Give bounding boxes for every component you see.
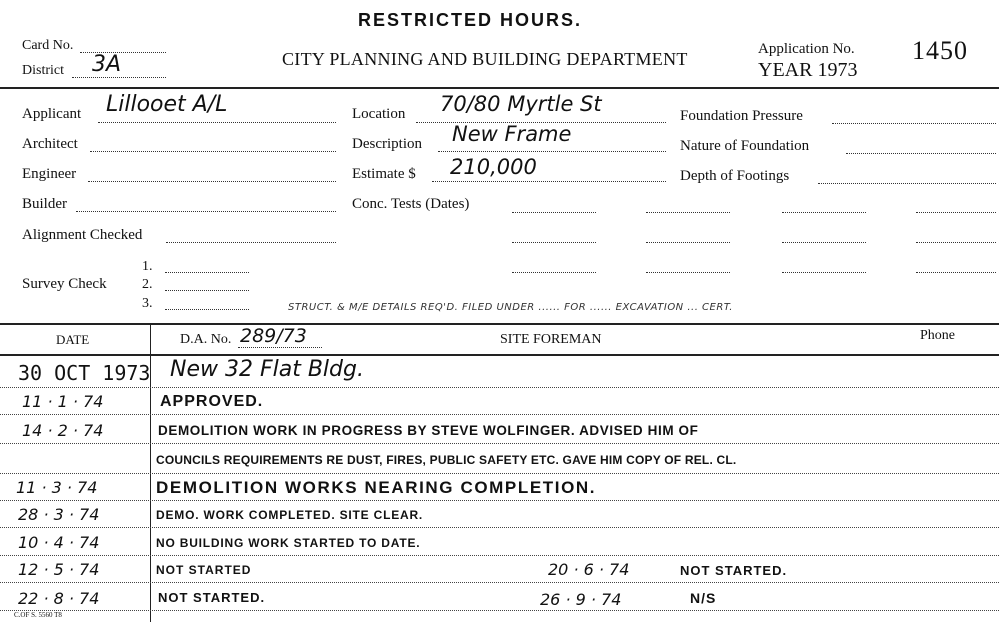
alignment-checked-label: Alignment Checked <box>22 227 143 243</box>
log-entry: APPROVED. <box>160 393 264 410</box>
log-entry: NOT STARTED. <box>158 590 266 605</box>
log-entry: COUNCILS REQUIREMENTS RE DUST, FIRES, PUBLIC SAFETY ETC. GAVE HIM COPY OF REL. CL. <box>156 453 737 467</box>
log-date: 22 · 8 · 74 <box>18 589 100 608</box>
log-rule <box>0 473 999 474</box>
applicant-label: Applicant <box>22 106 82 122</box>
date-header: DATE <box>56 332 90 347</box>
applicant-field <box>98 122 336 123</box>
application-no-label: Application No. <box>758 41 855 57</box>
engineer-field <box>88 181 336 182</box>
estimate-field <box>432 181 666 182</box>
da-no-field <box>238 347 322 348</box>
estimate-label: Estimate $ <box>352 166 416 182</box>
log-date: 10 · 4 · 74 <box>18 533 100 552</box>
conc-date-3c <box>782 272 866 273</box>
conc-date-2c <box>782 242 866 243</box>
log-rule <box>0 500 999 501</box>
log-entry: NO BUILDING WORK STARTED TO DATE. <box>156 536 421 550</box>
builder-label: Builder <box>22 196 67 212</box>
log-rule <box>0 555 999 556</box>
description-field <box>438 151 666 152</box>
log-header-divider <box>0 354 999 356</box>
architect-field <box>90 151 336 152</box>
conc-date-2a <box>512 242 596 243</box>
conc-date-1c <box>782 212 866 213</box>
survey-field-1 <box>165 272 249 273</box>
nature-foundation-label: Nature of Foundation <box>680 138 810 154</box>
log-date-secondary: 26 · 9 · 74 <box>540 590 622 609</box>
foundation-pressure-label: Foundation Pressure <box>680 108 803 124</box>
depth-footings-label: Depth of Footings <box>680 168 790 184</box>
log-date: 14 · 2 · 74 <box>22 421 104 440</box>
log-entry: New 32 Flat Bldg. <box>170 357 364 382</box>
log-entry: DEMOLITION WORKS NEARING COMPLETION. <box>156 478 597 497</box>
conc-date-2b <box>646 242 730 243</box>
phone-header: Phone <box>920 328 955 343</box>
survey-field-2 <box>165 290 249 291</box>
conc-date-3a <box>512 272 596 273</box>
description-value: New Frame <box>452 122 572 146</box>
application-number: 1450 <box>912 36 968 65</box>
log-date: 11 · 1 · 74 <box>22 392 104 411</box>
estimate-value: 210,000 <box>450 155 537 179</box>
log-rule <box>0 582 999 583</box>
nature-foundation-field <box>846 153 996 154</box>
conc-date-3d <box>916 272 996 273</box>
log-rule <box>0 414 999 415</box>
location-label: Location <box>352 106 406 122</box>
log-date: 30 OCT 1973 <box>18 361 151 385</box>
log-date: 28 · 3 · 74 <box>18 505 100 524</box>
conc-date-1b <box>646 212 730 213</box>
depth-footings-field <box>818 183 996 184</box>
survey-item-1: 1. <box>142 259 153 274</box>
log-date: 12 · 5 · 74 <box>18 560 100 579</box>
da-no-label: D.A. No. <box>180 332 232 347</box>
log-entry-secondary: NOT STARTED. <box>680 563 788 578</box>
log-rule <box>0 443 999 444</box>
district-value: 3A <box>92 52 122 77</box>
survey-check-label: Survey Check <box>22 276 107 292</box>
department-title: CITY PLANNING AND BUILDING DEPARTMENT <box>282 49 688 69</box>
architect-label: Architect <box>22 136 78 152</box>
conc-tests-label: Conc. Tests (Dates) <box>352 196 470 212</box>
site-foreman-header: SITE FOREMAN <box>500 332 602 347</box>
survey-item-3: 3. <box>142 296 153 311</box>
engineer-label: Engineer <box>22 166 77 182</box>
year-label: YEAR 1973 <box>758 59 858 81</box>
builder-field <box>76 211 336 212</box>
district-field <box>72 77 166 78</box>
log-rule <box>0 527 999 528</box>
alignment-field <box>166 242 336 243</box>
conc-date-1a <box>512 212 596 213</box>
log-rule <box>0 387 999 388</box>
conc-date-2d <box>916 242 996 243</box>
log-date-secondary: 20 · 6 · 74 <box>548 560 630 579</box>
struct-note: STRUCT. & M/E DETAILS REQ'D. FILED UNDER ...... FOR ...... EXCAVATION ... CERT. <box>288 302 733 313</box>
foundation-pressure-field <box>832 123 996 124</box>
da-no-value: 289/73 <box>240 325 307 347</box>
log-entry: NOT STARTED <box>156 563 252 577</box>
district-label: District <box>22 63 64 78</box>
log-date: 11 · 3 · 74 <box>16 478 98 497</box>
survey-item-2: 2. <box>142 277 153 292</box>
form-code: C.OF S. 5560 T8 <box>14 611 62 619</box>
card-no-label: Card No. <box>22 38 74 53</box>
restricted-hours-stamp: RESTRICTED HOURS. <box>358 10 583 30</box>
log-entry: DEMO. WORK COMPLETED. SITE CLEAR. <box>156 508 424 522</box>
location-value: 70/80 Myrtle St <box>440 92 602 116</box>
applicant-value: Lillooet A/L <box>106 92 228 117</box>
log-rule <box>0 610 999 611</box>
log-entry: DEMOLITION WORK IN PROGRESS BY STEVE WOLFINGER. ADVISED HIM OF <box>158 423 699 438</box>
conc-date-1d <box>916 212 996 213</box>
survey-field-3 <box>165 309 249 310</box>
description-label: Description <box>352 136 422 152</box>
log-entry-secondary: N/S <box>690 590 717 606</box>
conc-date-3b <box>646 272 730 273</box>
header-divider <box>0 87 999 89</box>
